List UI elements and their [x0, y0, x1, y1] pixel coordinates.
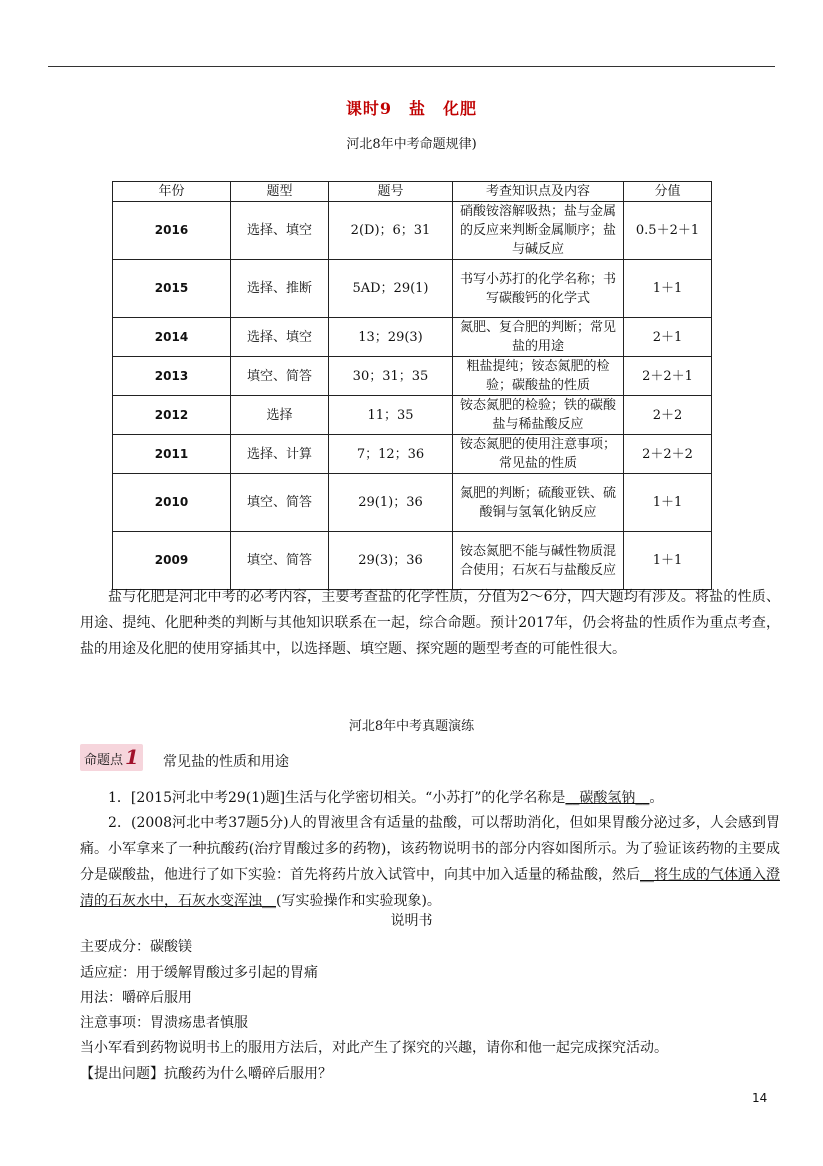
cell-score: 1＋1	[624, 474, 712, 532]
cell-type: 填空、简答	[231, 474, 329, 532]
cell-year: 2015	[113, 260, 231, 318]
cell-type: 填空、简答	[231, 532, 329, 590]
question-1-end: 。	[649, 790, 664, 806]
cell-type: 选择、计算	[231, 435, 329, 474]
manual-line: 适应症：用于缓解胃酸过多引起的胃痛	[80, 965, 318, 981]
inquiry-question: 【提出问题】抗酸药为什么嚼碎后服用？	[80, 1066, 332, 1082]
header-number: 题号	[329, 182, 453, 202]
cell-score: 1＋1	[624, 260, 712, 318]
cell-year: 2012	[113, 396, 231, 435]
cell-content: 粗盐提纯；铵态氮肥的检验；碳酸盐的性质	[453, 357, 624, 396]
table-row	[113, 318, 712, 357]
cell-score: 2＋1	[624, 318, 712, 357]
cell-score: 1＋1	[624, 532, 712, 590]
topic-badge	[80, 744, 143, 771]
table-row	[113, 357, 712, 396]
cell-number: 30；31；35	[329, 357, 453, 396]
header-type: 题型	[231, 182, 329, 202]
cell-content: 氮肥、复合肥的判断；常见盐的用途	[453, 318, 624, 357]
question-1-answer: __碳酸氢钠__	[565, 790, 650, 806]
cell-score: 2＋2	[624, 396, 712, 435]
cell-year: 2013	[113, 357, 231, 396]
cell-content: 铵态氮肥不能与碱性物质混合使用；石灰石与盐酸反应	[453, 532, 624, 590]
cell-year: 2014	[113, 318, 231, 357]
cell-number: 29(1)；36	[329, 474, 453, 532]
question-2-end: (写实验操作和实验现象)。	[276, 893, 441, 909]
question-2	[80, 810, 780, 914]
table-header-row	[113, 182, 712, 202]
header-rule	[48, 66, 775, 67]
cell-number: 7；12；36	[329, 435, 453, 474]
cell-number: 13；29(3)	[329, 318, 453, 357]
cell-type: 选择	[231, 396, 329, 435]
cell-content: 书写小苏打的化学名称；书写碳酸钙的化学式	[453, 260, 624, 318]
rules-heading: 河北8年中考命题规律)	[346, 137, 477, 152]
practice-heading: 河北8年中考真题演练	[348, 719, 475, 734]
topic-badge-label: 命题点	[84, 753, 124, 768]
cell-score: 2＋2＋2	[624, 435, 712, 474]
question-1-text: 1．[2015河北中考29(1)题]生活与化学密切相关。“小苏打”的化学名称是	[108, 790, 566, 806]
page-number: 14	[752, 1091, 768, 1105]
cell-score: 2＋2＋1	[624, 357, 712, 396]
cell-year: 2009	[113, 532, 231, 590]
table-row	[113, 435, 712, 474]
topic-badge-number: 1	[125, 745, 139, 769]
cell-type: 填空、简答	[231, 357, 329, 396]
cell-type: 选择、推断	[231, 260, 329, 318]
manual-line: 注意事项：胃溃疡患者慎服	[80, 1015, 248, 1031]
exam-rules-table	[112, 181, 712, 590]
cell-score: 0.5＋2＋1	[624, 202, 712, 260]
cell-number: 2(D)；6；31	[329, 202, 453, 260]
lesson-title: 课时9 盐 化肥	[345, 99, 478, 118]
manual-title: 说明书	[390, 913, 433, 929]
table-row	[113, 396, 712, 435]
cell-number: 11；35	[329, 396, 453, 435]
cell-content: 铵态氮肥的使用注意事项；常见盐的性质	[453, 435, 624, 474]
table-row	[113, 202, 712, 260]
cell-year: 2011	[113, 435, 231, 474]
cell-content: 硝酸铵溶解吸热；盐与金属的反应来判断金属顺序；盐与碱反应	[453, 202, 624, 260]
header-year: 年份	[113, 182, 231, 202]
cell-type: 选择、填空	[231, 318, 329, 357]
cell-year: 2010	[113, 474, 231, 532]
topic-title: 常见盐的性质和用途	[163, 754, 289, 770]
header-content: 考查知识点及内容	[453, 182, 624, 202]
header-score: 分值	[624, 182, 712, 202]
cell-number: 5AD；29(1)	[329, 260, 453, 318]
table-row	[113, 532, 712, 590]
cell-year: 2016	[113, 202, 231, 260]
cell-number: 29(3)；36	[329, 532, 453, 590]
question-2-text: 2．(2008河北中考37题5分)人的胃液里含有适量的盐酸，可以帮助消化，但如果胃酸分泌过多，人会感到胃痛。小军拿来了一种抗酸药(治疗胃酸过多的药物)，该药物说明书的部分内容如图所示。为了验证该药物的主要成分是碳酸盐，他进行了如下实验：首先将药片放入试管中，向其中加入适量的稀盐酸，然后	[80, 815, 780, 883]
cell-content: 铵态氮肥的检验；铁的碳酸盐与稀盐酸反应	[453, 396, 624, 435]
manual-line: 用法：嚼碎后服用	[80, 990, 192, 1006]
question-1	[80, 785, 780, 811]
table-row	[113, 474, 712, 532]
follow-up-text: 当小军看到药物说明书上的服用方法后，对此产生了探究的兴趣，请你和他一起完成探究活动。	[80, 1040, 668, 1056]
question-2-answer: __将生成的气体通入澄清的石灰水中，石灰水变浑浊__	[80, 867, 780, 909]
cell-type: 选择、填空	[231, 202, 329, 260]
summary-paragraph: 盐与化肥是河北中考的必考内容，主要考查盐的化学性质，分值为2～6分，四大题均有涉及。将盐的性质、用途、提纯、化肥种类的判断与其他知识联系在一起，综合命题。预计2017年，仍会将盐的性质作为重点考查，盐的用途及化肥的使用穿插其中，以选择题、填空题、探究题的题型考查的可能性很大。	[80, 589, 780, 657]
cell-content: 氮肥的判断；硫酸亚铁、硫酸铜与氢氧化钠反应	[453, 474, 624, 532]
manual-line: 主要成分：碳酸镁	[80, 939, 192, 955]
table-row	[113, 260, 712, 318]
